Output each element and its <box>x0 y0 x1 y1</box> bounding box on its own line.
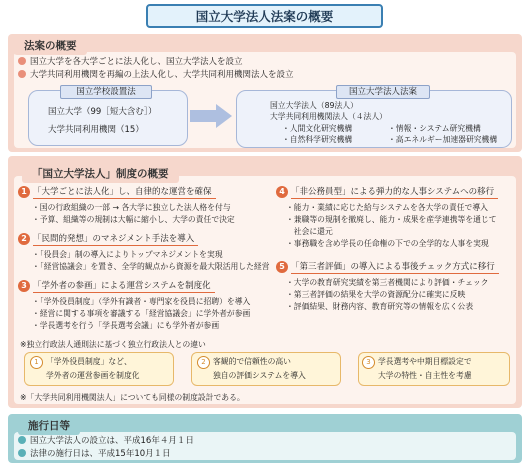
new-law-line-2: 大学共同利用機関法人（４法人） <box>270 112 387 121</box>
system-item-4-heading <box>276 186 498 199</box>
system-item-3-line-3: ・学長選考を行う「学長選考会議」にも学外者が参画 <box>32 321 220 330</box>
system-item-heading-text: 「民間的発想」のマネジメント手法を導入 <box>33 233 198 246</box>
difference-text: 「学外役員制度」など、 <box>46 357 132 366</box>
overview-bullet-2 <box>18 69 294 81</box>
transition-arrow-icon <box>190 104 232 128</box>
system-item-4-line-3: 社会に還元 <box>286 227 333 236</box>
enforcement-bullet-1 <box>18 435 194 447</box>
system-item-heading-text: 「非公務員型」による弾力的な人事システムへの移行 <box>291 186 498 199</box>
system-item-heading-text: 「学外者の参画」による運営システムを制度化 <box>33 280 215 293</box>
system-item-1-heading <box>18 186 216 199</box>
new-law-item-1: ・人間文化研究機構 <box>282 124 353 133</box>
number-1-icon: 1 <box>30 356 43 369</box>
system-item-5-line-3: ・評価結果、財務内容、教育研究等の情報を広く公表 <box>286 302 474 311</box>
system-item-4-line-2: ・兼職等の規制を撤廃し、能力・成果を産学連携等を通じて <box>286 215 497 224</box>
difference-box-2-line-2: 独自の評価システムを導入 <box>213 371 306 380</box>
current-law-line-1: 国立大学（99［短大含む］） <box>48 107 157 117</box>
system-item-4-line-1: ・能力・業績に応じた給与システムを各大学の責任で導入 <box>286 203 488 212</box>
system-footnote: ※「大学共同利用機関法人」についても同様の制度設計である。 <box>20 393 245 402</box>
bullet-icon <box>18 57 26 65</box>
difference-note: ※独立行政法人通則法に基づく独立行政法人との違い <box>20 340 206 349</box>
number-4-icon: 4 <box>276 186 288 198</box>
current-law-tag: 国立学校設置法 <box>60 85 152 99</box>
difference-box-3-line-2: 大学の特性・自主性を考慮 <box>378 371 472 380</box>
overview-label: 法案の概要 <box>14 36 87 55</box>
number-2-icon: 2 <box>18 233 30 245</box>
page-title: 国立大学法人法案の概要 <box>146 4 383 28</box>
overview-bullet-text: 国立大学を各大学ごとに法人化し、国立大学法人を設立 <box>30 57 243 67</box>
enforcement-bullet-text: 法律の施行日は、平成15年10月１日 <box>30 449 171 459</box>
new-law-line-1: 国立大学法人（89法人） <box>270 101 358 110</box>
difference-text: 学長選考や中期目標設定で <box>378 357 472 366</box>
bullet-icon <box>18 436 26 444</box>
system-item-3-line-2: ・経営に関する事項を審議する「経営協議会」に学外者が参画 <box>32 309 251 318</box>
number-5-icon: 5 <box>276 261 288 273</box>
new-law-tag: 国立大学法人法案 <box>336 85 430 99</box>
new-law-item-4: ・高エネルギー加速器研究機構 <box>388 135 498 144</box>
enforcement-bullet-2 <box>18 448 171 460</box>
system-item-2-line-1: ・「役員会」制の導入によりトップマネジメントを実現 <box>32 250 223 259</box>
difference-box-2-line-1 <box>197 356 291 369</box>
overview-bullet-1 <box>18 56 243 68</box>
system-label: 「国立大学法人」制度の概要 <box>22 164 179 183</box>
new-law-item-2: ・自然科学研究機構 <box>282 135 353 144</box>
overview-bullet-text: 大学共同利用機関を再編の上法人化し、大学共同利用機関法人を設立 <box>30 70 294 80</box>
system-item-2-heading <box>18 233 198 246</box>
system-item-1-line-1: ・国の行政組織の一部 → 各大学に独立した法人格を付与 <box>32 203 231 212</box>
system-item-5-line-1: ・大学の教育研究実績を第三者機関により評価・チェック <box>286 278 489 287</box>
number-1-icon: 1 <box>18 186 30 198</box>
number-3-icon: 3 <box>18 280 30 292</box>
new-law-item-3: ・情報・システム研究機構 <box>388 124 481 133</box>
bullet-icon <box>18 70 26 78</box>
system-item-heading-text: 「第三者評価」の導入による事後チェック方式に移行 <box>291 261 499 274</box>
system-item-3-line-1: ・「学外役員制度」（学外有識者・専門家を役員に招聘）を導入 <box>32 297 251 306</box>
difference-box-1-line-2: 学外者の運営参画を制度化 <box>46 371 140 380</box>
system-item-1-line-2: ・予算、組織等の規制は大幅に縮小し、大学の責任で決定 <box>32 215 235 224</box>
difference-text: 客観的で信頼性の高い <box>213 357 291 366</box>
difference-box-3-line-1 <box>362 356 472 369</box>
system-item-4-line-4: ・事務職を含め学長の任命権の下での全学的な人事を実現 <box>286 239 489 248</box>
number-3-icon: 3 <box>362 356 375 369</box>
current-law-line-2: 大学共同利用機関（15） <box>48 125 144 135</box>
system-item-5-heading <box>276 261 499 274</box>
system-item-3-heading <box>18 280 215 293</box>
system-item-5-line-2: ・第三者評価の結果を大学の資源配分に確実に反映 <box>286 290 466 299</box>
difference-box-1-line-1 <box>30 356 132 369</box>
number-2-icon: 2 <box>197 356 210 369</box>
system-item-heading-text: 「大学ごとに法人化」し、自律的な運営を確保 <box>33 186 216 199</box>
bullet-icon <box>18 449 26 457</box>
system-item-2-line-2: ・「経営協議会」を置き、全学的観点から資源を最大限活用した経営 <box>32 262 270 271</box>
enforcement-bullet-text: 国立大学法人の設立は、平成16年４月１日 <box>30 436 194 446</box>
enforcement-label: 施行日等 <box>18 416 80 435</box>
